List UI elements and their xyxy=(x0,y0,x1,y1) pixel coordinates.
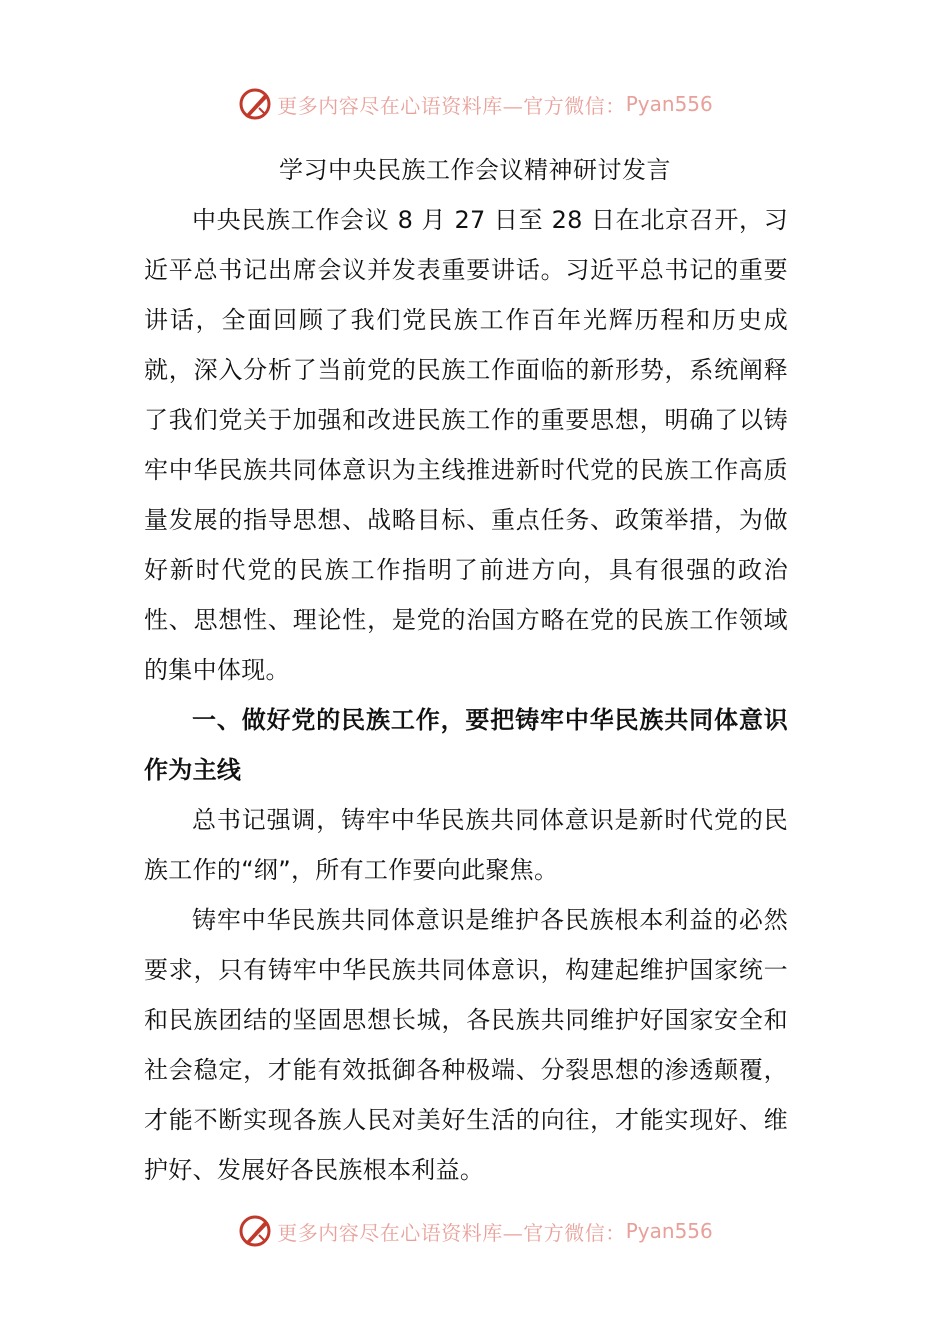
watermark-wechat-id: Pyan556 xyxy=(625,1219,713,1243)
paragraph: 总书记强调，铸牢中华民族共同体意识是新时代党的民族工作的“纲”，所有工作要向此聚焦。 xyxy=(144,806,788,884)
watermark-text: 更多内容尽在心语资料库—官方微信： xyxy=(277,1220,626,1245)
pen-circle-logo-icon xyxy=(237,86,273,122)
pen-circle-logo-icon xyxy=(237,1213,273,1249)
section-heading: 一、做好党的民族工作，要把铸牢中华民族共同体意识作为主线 xyxy=(144,706,788,784)
header-watermark-banner xyxy=(0,82,950,126)
document-body xyxy=(144,195,788,1195)
watermark-text: 更多内容尽在心语资料库—官方微信： xyxy=(277,93,626,118)
paragraph: 铸牢中华民族共同体意识是维护各民族根本利益的必然要求，只有铸牢中华民族共同体意识，构建起维护国家统一和民族团结的坚固思想长城，各民族共同维护好国家安全和社会稳定，才能有效抵御各种极端、分裂思想的渗透颠覆，才能不断实现各族人民对美好生活的向往，才能实现好、维护好、发展好各民族根本利益。 xyxy=(144,906,788,1184)
watermark-wechat-id: Pyan556 xyxy=(625,92,713,116)
document-title: 学习中央民族工作会议精神研讨发言 xyxy=(279,156,671,184)
paragraph: 中央民族工作会议 8 月 27 日至 28 日在北京召开，习近平总书记出席会议并发表重要讲话。习近平总书记的重要讲话，全面回顾了我们党民族工作百年光辉历程和历史成就，深入分析了当前党的民族工作面临的新形势，系统阐释了我们党关于加强和改进民族工作的重要思想，明确了以铸牢中华民族共同体意识为主线推进新时代党的民族工作高质量发展的指导思想、战略目标、重点任务、政策举措，为做好新时代党的民族工作指明了前进方向，具有很强的政治性、思想性、理论性，是党的治国方略在党的民族工作领域的集中体现。 xyxy=(144,206,788,684)
footer-watermark-banner xyxy=(0,1209,950,1253)
